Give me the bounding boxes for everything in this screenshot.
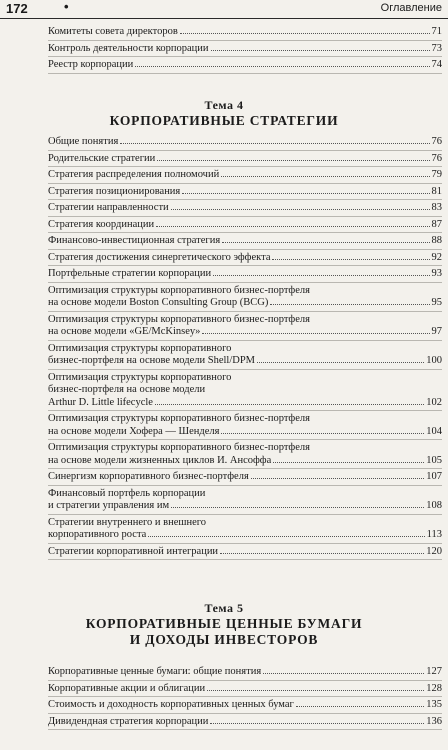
- header-title: Оглавление: [380, 2, 442, 14]
- toc-page-number: 74: [431, 59, 442, 70]
- toc-page-number: 76: [431, 136, 442, 147]
- toc-page-number: 83: [431, 202, 442, 213]
- running-header: [0, 0, 448, 19]
- page-number: 172: [6, 1, 28, 16]
- dot-leader: [263, 673, 424, 674]
- toc-entry: [48, 515, 442, 544]
- topic-5-heading: [0, 601, 448, 648]
- dot-leader: [182, 193, 429, 194]
- toc-entry-text: Оптимизация структуры корпоративного бизнес-портфеля: [48, 442, 310, 453]
- dot-leader: [272, 259, 429, 260]
- toc-entry: [48, 24, 442, 41]
- dot-leader: [202, 333, 429, 334]
- dot-leader: [148, 536, 424, 537]
- toc-entry: [48, 266, 442, 283]
- toc-entry-text: Оптимизация структуры корпоративного бизнес-портфеля: [48, 284, 310, 296]
- toc-list-top: [48, 24, 442, 74]
- toc-entry-text: Стратегия достижения синергетического эффекта: [48, 251, 271, 263]
- toc-entry-text: Оптимизация структуры корпоративного бизнес-портфеля: [48, 413, 310, 424]
- toc-entry-text: на основе модели «GE/McKinsey»: [48, 326, 201, 337]
- header-bullet: •: [64, 0, 69, 14]
- dot-leader: [211, 50, 430, 51]
- toc-entry: [48, 714, 442, 731]
- topic-5-title-line-2: И ДОХОДЫ ИНВЕСТОРОВ: [129, 632, 319, 647]
- toc-entry-text: Стратегия позиционирования: [48, 185, 181, 197]
- dot-leader: [296, 706, 424, 707]
- toc-page-number: 92: [431, 251, 442, 263]
- toc-entry-text: Оптимизация структуры корпоративного: [48, 342, 232, 354]
- dot-leader: [220, 553, 424, 554]
- toc-page-number: 107: [426, 471, 442, 482]
- toc-entry: [48, 250, 442, 267]
- toc-list-topic-5: [48, 664, 442, 730]
- toc-page-number: 88: [431, 235, 442, 246]
- dot-leader: [135, 66, 429, 67]
- toc-page-number: 120: [426, 545, 442, 557]
- toc-entry-text: бизнес-портфеля на основе модели Shell/DPM: [48, 355, 256, 366]
- dot-leader: [213, 275, 429, 276]
- toc-entry-text: Комитеты совета директоров: [48, 26, 178, 37]
- toc-entry-text: Финансовый портфель корпорации: [48, 487, 206, 499]
- dot-leader: [155, 404, 424, 405]
- dot-leader: [221, 433, 424, 434]
- toc-entry: [48, 486, 442, 515]
- toc-entry: [48, 469, 442, 486]
- topic-5-label: Тема 5: [204, 601, 244, 615]
- dot-leader: [171, 507, 424, 508]
- toc-entry-text: Корпоративные акции и облигации: [48, 682, 206, 694]
- toc-entry-text: Стоимость и доходность корпоративных ценных бумаг: [48, 699, 294, 710]
- toc-entry: [48, 370, 442, 412]
- dot-leader: [180, 33, 430, 34]
- toc-entry: [48, 341, 442, 370]
- toc-entry: [48, 283, 442, 312]
- dot-leader: [157, 160, 429, 161]
- toc-entry-text: и стратегии управления им: [48, 500, 170, 511]
- topic-4-title: КОРПОРАТИВНЫЕ СТРАТЕГИИ: [109, 113, 339, 128]
- toc-entry: [48, 697, 442, 714]
- toc-entry-text: Стратегия распределения полномочий: [48, 169, 220, 180]
- toc-page-number: 127: [426, 666, 442, 677]
- toc-entry-text: Контроль деятельности корпорации: [48, 42, 209, 54]
- toc-entry-text: Стратегии направленности: [48, 202, 169, 213]
- toc-entry-text: Дивидендная стратегия корпорации: [48, 715, 209, 727]
- toc-entry-text: Стратегии корпоративной интеграции: [48, 545, 219, 557]
- toc-page-number: 71: [431, 26, 442, 37]
- topic-4-heading: [0, 98, 448, 129]
- toc-page-number: 135: [426, 699, 442, 710]
- toc-page-number: 108: [426, 500, 442, 511]
- dot-leader: [251, 478, 424, 479]
- toc-entry-text: Финансово-инвестиционная стратегия: [48, 235, 221, 246]
- toc-entry-text: на основе модели жизненных циклов И. Ансоффа: [48, 454, 272, 466]
- toc-page-number: 100: [426, 355, 442, 366]
- toc-page-number: 76: [431, 152, 442, 164]
- toc-entry-text: Родительские стратегии: [48, 152, 156, 164]
- toc-page-number: 113: [426, 529, 442, 540]
- toc-entry: [48, 167, 442, 184]
- toc-entry-text: Синергизм корпоративного бизнес-портфеля: [48, 471, 249, 482]
- toc-entry-text: Портфельные стратегии корпорации: [48, 268, 212, 279]
- toc-list-topic-4: [48, 134, 442, 560]
- toc-page-number: 97: [431, 326, 442, 337]
- toc-entry: [48, 233, 442, 250]
- toc-entry-text: Оптимизация структуры корпоративного бизнес-портфеля: [48, 313, 310, 325]
- toc-entry-text: Корпоративные ценные бумаги: общие понятия: [48, 666, 262, 677]
- toc-entry: [48, 312, 442, 341]
- toc-entry: [48, 217, 442, 234]
- dot-leader: [210, 723, 424, 724]
- dot-leader: [156, 226, 429, 227]
- toc-entry-text: Стратегии внутреннего и внешнего: [48, 516, 207, 528]
- toc-entry: [48, 57, 442, 74]
- toc-entry-text: бизнес-портфеля на основе модели: [48, 384, 206, 395]
- toc-entry-text: на основе модели Boston Consulting Group (BCG): [48, 297, 269, 308]
- toc-entry: [48, 41, 442, 58]
- toc-page-number: 102: [426, 396, 442, 408]
- toc-entry: [48, 411, 442, 440]
- toc-page-number: 79: [431, 169, 442, 180]
- toc-page-number: 95: [431, 297, 442, 308]
- toc-page-number: 93: [431, 268, 442, 279]
- dot-leader: [120, 143, 429, 144]
- toc-page-number: 105: [426, 454, 442, 466]
- toc-page-number: 81: [431, 185, 442, 197]
- toc-entry-text: Arthur D. Little lifecycle: [48, 396, 153, 408]
- toc-entry: [48, 151, 442, 168]
- dot-leader: [222, 242, 429, 243]
- toc-page-number: 136: [426, 715, 442, 727]
- toc-entry: [48, 664, 442, 681]
- dot-leader: [257, 362, 424, 363]
- toc-entry-text: Общие понятия: [48, 136, 119, 147]
- toc-entry-text: корпоративного роста: [48, 529, 147, 540]
- toc-entry: [48, 544, 442, 561]
- toc-page-number: 73: [431, 42, 442, 54]
- toc-entry-text: Оптимизация структуры корпоративного: [48, 371, 232, 383]
- toc-entry-text: Стратегия координации: [48, 218, 155, 230]
- toc-entry: [48, 200, 442, 217]
- dot-leader: [273, 462, 424, 463]
- toc-page-number: 104: [426, 425, 442, 437]
- topic-5-title-line-1: КОРПОРАТИВНЫЕ ЦЕННЫЕ БУМАГИ: [85, 616, 363, 631]
- dot-leader: [207, 690, 424, 691]
- toc-page-number: 87: [431, 218, 442, 230]
- toc-page-number: 128: [426, 682, 442, 694]
- topic-4-label: Тема 4: [204, 98, 244, 112]
- toc-entry: [48, 440, 442, 469]
- dot-leader: [270, 304, 429, 305]
- toc-entry: [48, 134, 442, 151]
- dot-leader: [171, 209, 430, 210]
- toc-entry-text: Реестр корпорации: [48, 59, 134, 70]
- toc-entry-text: на основе модели Хофера — Шенделя: [48, 425, 220, 437]
- toc-entry: [48, 184, 442, 201]
- toc-entry: [48, 681, 442, 698]
- dot-leader: [221, 176, 429, 177]
